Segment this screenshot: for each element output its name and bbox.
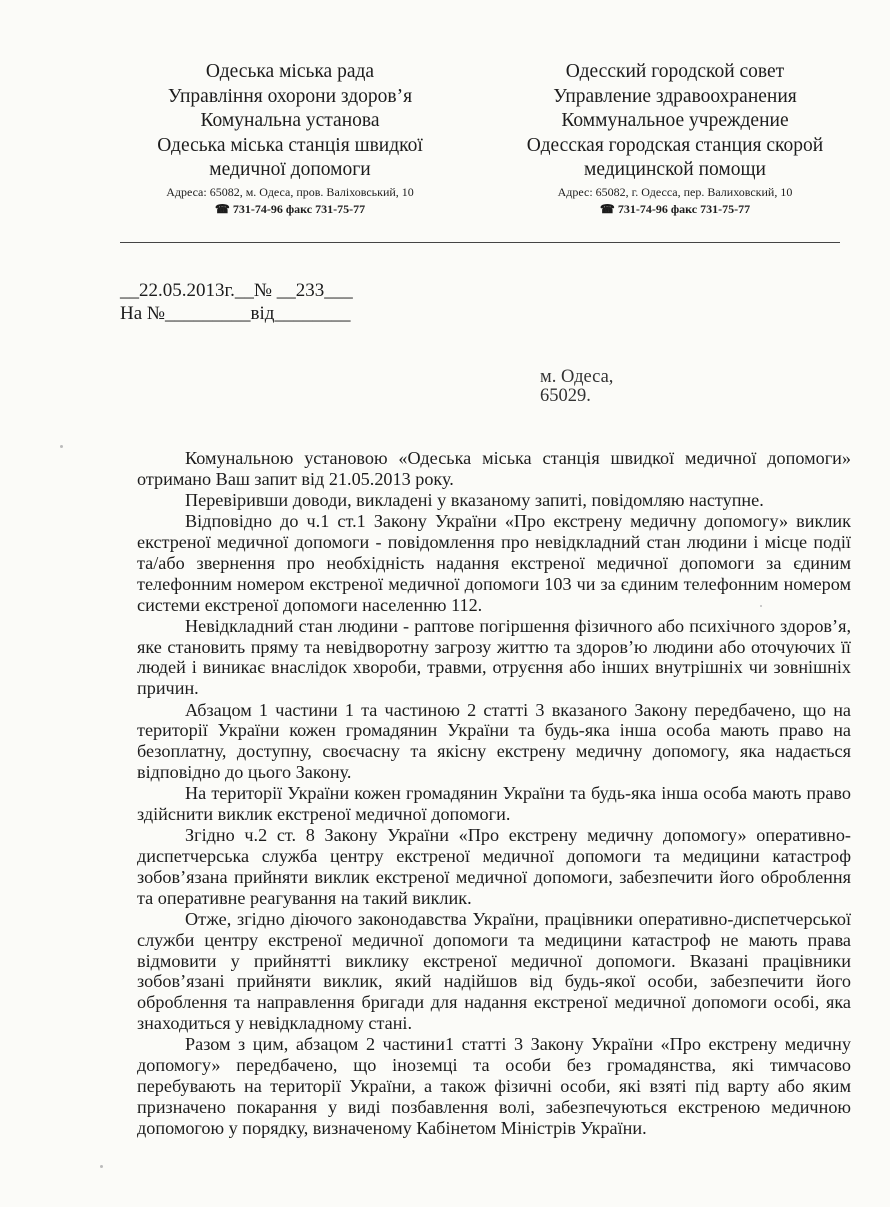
header-ua-line2: Управління охорони здоров’я <box>167 85 413 107</box>
outgoing-reference: __22.05.2013г.__№ __233___ <box>120 280 353 301</box>
recipient-city: м. Одеса, <box>540 367 614 387</box>
header-ua-line5: медичної допомоги <box>209 159 371 180</box>
body-paragraph-6: На території України кожен громадянин України та будь-яка інша особа мають право здійснити виклик екстреної медичної допомоги. <box>137 783 851 825</box>
header-ua-line3: Комунальна установа <box>200 110 380 131</box>
header-ukrainian <box>95 60 485 217</box>
recipient-postcode: 65029. <box>540 386 591 406</box>
body-paragraph-8: Отже, згідно діючого законодавства України, працівники оперативно-диспетчерської служби центру екстреної медичної допомоги та медицини катастроф не мають права відмовити у прийнятті виклику екстреної медичної допомоги. Вказані працівники зобов’язані прийняти виклик, який надійшов від будь-якої особи, забезпечити його оброблення та направлення бригади для надання екстреної медичної допомоги особі, яка знаходиться у невідкладному стані. <box>137 909 851 1034</box>
scan-speck <box>100 1165 103 1168</box>
phone-icon: ☎ <box>214 201 233 216</box>
incoming-reference: На №_________від________ <box>120 303 351 324</box>
header-divider <box>120 242 840 243</box>
header-ru-line5: медицинской помощи <box>584 159 766 180</box>
header-ru-address: Адрес: 65082, г. Одесса, пер. Валиховский, 10 <box>557 184 793 199</box>
header-ua-phone <box>95 201 485 217</box>
header-ua-address: Адреса: 65082, м. Одеса, пров. Валіховський, 10 <box>166 184 414 199</box>
body-paragraph-1: Комунальною установою «Одеська міська станція швидкої медичної допомоги» отримано Ваш запит від 21.05.2013 року. <box>137 448 851 489</box>
letter-body <box>137 448 851 1139</box>
header-ru-line1: Одесский городской совет <box>565 61 785 82</box>
body-paragraph-2: Перевіривши доводи, викладені у вказаному запиті, повідомляю наступне. <box>185 490 764 511</box>
body-paragraph-3: Відповідно до ч.1 ст.1 Закону України «Про екстрену медичну допомогу» виклик екстреної медичної допомоги - повідомлення про невідкладний стан людини і місце події та/або звернення про необхідність надання екстреної медичної допомоги за єдиним телефонним номером екстреної медичної допомоги 103 чи за єдиним телефонним номером системи екстреної допомоги населенню 112. <box>137 511 851 615</box>
body-paragraph-7: Згідно ч.2 ст. 8 Закону України «Про екстрену медичну допомогу» оперативно-диспетчерська служба центру екстреної медичної допомоги та медицини катастроф зобов’язана прийняти виклик екстреної медичної допомоги, забезпечити його оброблення та оперативне реагування на такий виклик. <box>137 825 851 908</box>
scan-speck <box>60 445 63 448</box>
header-ru-line2: Управление здравоохранения <box>553 85 797 107</box>
header-ru-line4: Одесская городская станция скорой <box>526 134 824 156</box>
header-ua-line4: Одеська міська станція швидкої <box>157 134 423 156</box>
body-paragraph-5: Абзацом 1 частини 1 та частиною 2 статті 3 вказаного Закону передбачено, що на території України кожен громадянин України та будь-яка інша особа мають право на безоплатну, доступну, своєчасну та якісну екстрену медичну допомогу, яка надається відповідно до цього Закону. <box>137 699 851 782</box>
header-ru-phone <box>470 201 880 217</box>
header-ru-line3: Коммунальное учреждение <box>561 110 789 131</box>
phone-icon: ☎ <box>599 201 618 216</box>
header-ru-phone-text: 731-74-96 факс 731-75-77 <box>617 201 751 216</box>
scan-speck <box>760 605 762 607</box>
header-ua-line1: Одеська міська рада <box>205 61 375 82</box>
body-paragraph-4: Невідкладний стан людини - раптове погіршення фізичного або психічного здоров’я, яке становить пряму та невідворотну загрозу життю та здоров’ю людини або оточуючих її людей і виникає внаслідок хвороби, травми, отруєння або інших внутрішніх чи зовнішніх причин. <box>137 615 851 699</box>
header-ua-phone-text: 731-74-96 факс 731-75-77 <box>232 201 366 216</box>
header-russian <box>470 60 880 217</box>
body-paragraph-9: Разом з цим, абзацом 2 частини1 статті 3 Закону України «Про екстрену медичну допомогу» передбачено, що іноземці та особи без громадянства, які тимчасово перебувають на території України, а також фізичні особи, які взяті під варту або яким призначено покарання у виді позбавлення волі, забезпечуються екстреною медичною допомогою у порядку, визначеному Кабінетом Міністрів України. <box>137 1034 851 1138</box>
